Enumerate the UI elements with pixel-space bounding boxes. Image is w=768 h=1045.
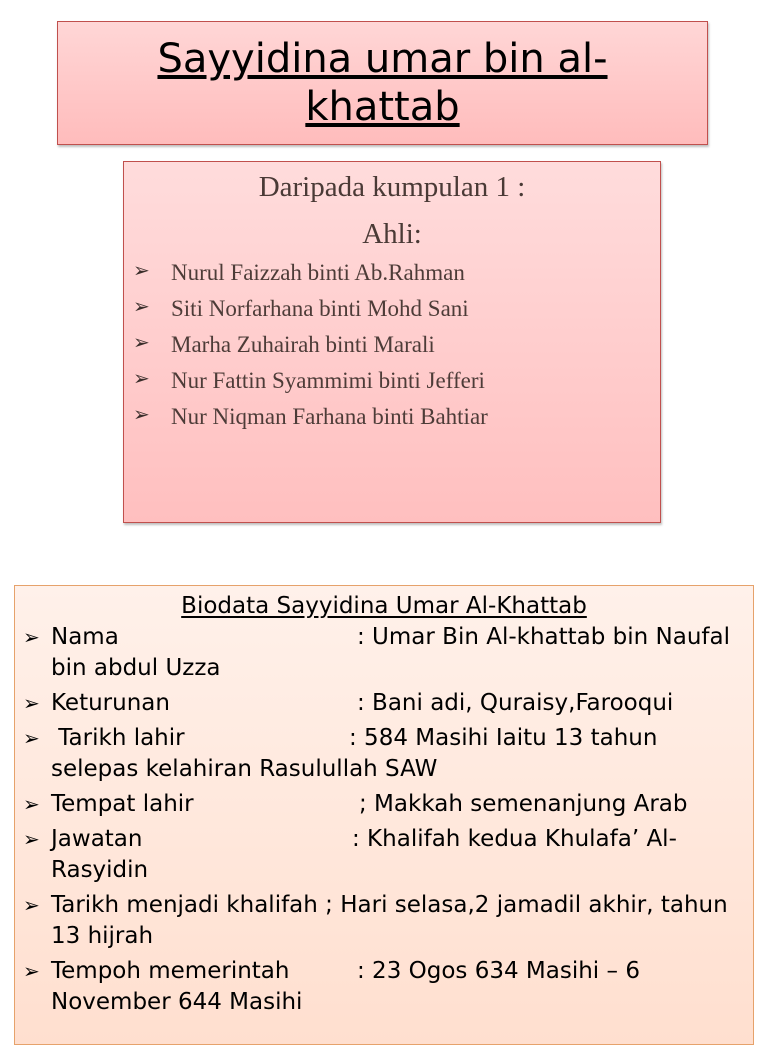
biodata-value: : Khalifah kedua Khulafa’ Al-Rasyidin	[51, 826, 677, 883]
biodata-label: Tarikh lahir	[51, 725, 185, 751]
arrow-bullet-icon: ➢	[23, 959, 40, 983]
members-list	[124, 255, 660, 435]
arrow-bullet-icon: ➢	[133, 366, 150, 390]
list-item	[124, 327, 660, 363]
list-item	[15, 723, 753, 785]
arrow-bullet-icon: ➢	[133, 330, 150, 354]
biodata-label: Tempoh memerintah	[51, 958, 290, 984]
biodata-label: Jawatan	[51, 826, 143, 852]
arrow-bullet-icon: ➢	[23, 726, 40, 750]
list-item	[15, 956, 753, 1018]
member-name: Nur Fattin Syammimi binti Jefferi	[171, 368, 485, 393]
arrow-bullet-icon: ➢	[133, 258, 150, 282]
page-title: Sayyidina umar bin al-khattab	[157, 36, 608, 130]
biodata-value: ; Hari selasa,2 jamadil akhir, tahun 13 hijrah	[51, 892, 736, 949]
biodata-value: : 23 Ogos 634 Masihi – 6 November 644 Masihi	[51, 958, 648, 1015]
members-heading: Daripada kumpulan 1 :	[258, 171, 526, 203]
arrow-bullet-icon: ➢	[23, 827, 40, 851]
list-item	[15, 789, 753, 820]
arrow-bullet-icon: ➢	[23, 691, 40, 715]
biodata-label: Tempat lahir	[51, 791, 194, 817]
biodata-value: ; Makkah semenanjung Arab	[359, 791, 688, 817]
member-name: Nur Niqman Farhana binti Bahtiar	[171, 404, 488, 429]
biodata-box	[14, 585, 754, 1045]
biodata-list	[15, 622, 753, 1018]
list-item	[15, 622, 753, 684]
biodata-label: Keturunan	[51, 690, 170, 716]
biodata-value: : 584 Masihi Iaitu 13 tahun selepas kelahiran Rasulullah SAW	[51, 725, 665, 782]
member-name: Siti Norfarhana binti Mohd Sani	[171, 296, 469, 321]
members-box	[123, 161, 661, 523]
biodata-label: Tarikh menjadi khalifah	[51, 892, 318, 918]
list-item	[124, 255, 660, 291]
list-item	[15, 824, 753, 886]
title-box	[57, 21, 708, 145]
biodata-title: Biodata Sayyidina Umar Al-Khattab	[181, 593, 587, 619]
list-item	[15, 890, 753, 952]
members-subheading: Ahli:	[362, 218, 422, 250]
biodata-label: Nama	[51, 624, 119, 650]
member-name: Marha Zuhairah binti Marali	[171, 332, 435, 357]
list-item	[124, 291, 660, 327]
member-name: Nurul Faizzah binti Ab.Rahman	[171, 260, 465, 285]
list-item	[124, 363, 660, 399]
biodata-value: : Umar Bin Al-khattab bin Naufal bin abdul Uzza	[51, 624, 738, 681]
arrow-bullet-icon: ➢	[23, 792, 40, 816]
arrow-bullet-icon: ➢	[133, 402, 150, 426]
list-item	[15, 688, 753, 719]
biodata-value: : Bani adi, Quraisy,Farooqui	[357, 690, 674, 716]
arrow-bullet-icon: ➢	[23, 893, 40, 917]
list-item	[124, 399, 660, 435]
arrow-bullet-icon: ➢	[23, 625, 40, 649]
arrow-bullet-icon: ➢	[133, 294, 150, 318]
